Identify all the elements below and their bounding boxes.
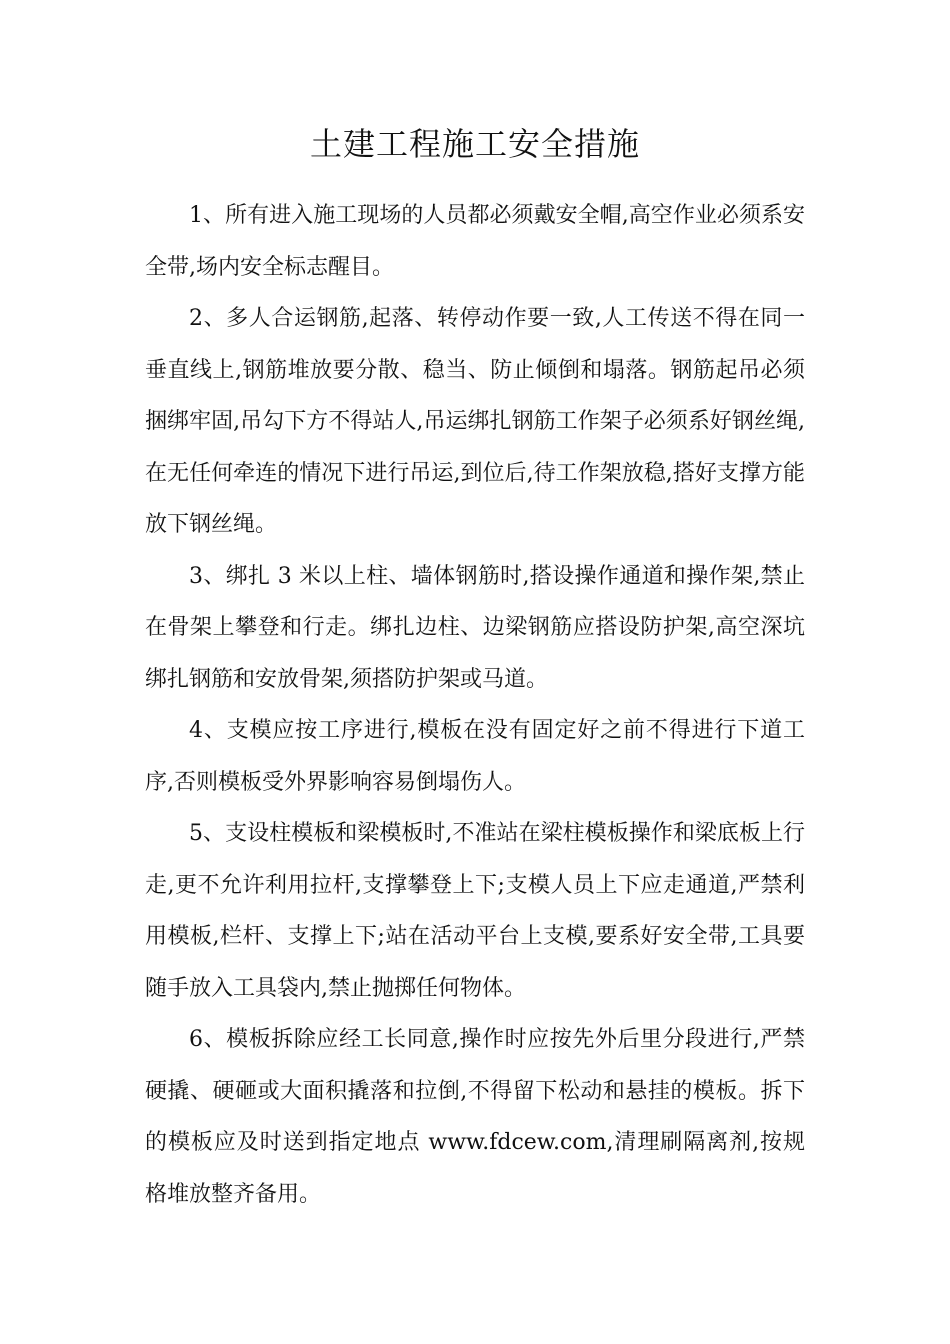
paragraph-4: 4、支模应按工序进行,模板在没有固定好之前不得进行下道工序,否则模板受外界影响容易倒塌伤人。 [145, 718, 805, 795]
page-title: 土建工程施工安全措施 [309, 125, 640, 163]
document-body [145, 190, 805, 1220]
paragraph-1: 1、所有进入施工现场的人员都必须戴安全帽,高空作业必须系安全带,场内安全标志醒目。 [145, 203, 805, 280]
paragraph-3: 3、绑扎 3 米以上柱、墙体钢筋时,搭设操作通道和操作架,禁止在骨架上攀登和行走。绑扎边柱、边梁钢筋应搭设防护架,高空深坑绑扎钢筋和安放骨架,须搭防护架或马道。 [145, 563, 805, 692]
paragraph-6: 6、模板拆除应经工长同意,操作时应按先外后里分段进行,严禁硬撬、硬砸或大面积撬落和拉倒,不得留下松动和悬挂的模板。拆下的模板应及时送到指定地点 www.fdcew.com,清理刷隔离剂,按规格堆放整齐备用。 [145, 1027, 805, 1207]
paragraph-5: 5、支设柱模板和梁模板时,不准站在梁柱模板操作和梁底板上行走,更不允许利用拉杆,支撑攀登上下;支模人员上下应走通道,严禁利用模板,栏杆、支撑上下;站在活动平台上支模,要系好安全带,工具要随手放入工具袋内,禁止抛掷任何物体。 [145, 821, 805, 1001]
paragraph-2: 2、多人合运钢筋,起落、转停动作要一致,人工传送不得在同一垂直线上,钢筋堆放要分散、稳当、防止倾倒和塌落。钢筋起吊必须捆绑牢固,吊勾下方不得站人,吊运绑扎钢筋工作架子必须系好钢丝绳,在无任何牵连的情况下进行吊运,到位后,待工作架放稳,搭好支撑方能放下钢丝绳。 [145, 306, 805, 537]
